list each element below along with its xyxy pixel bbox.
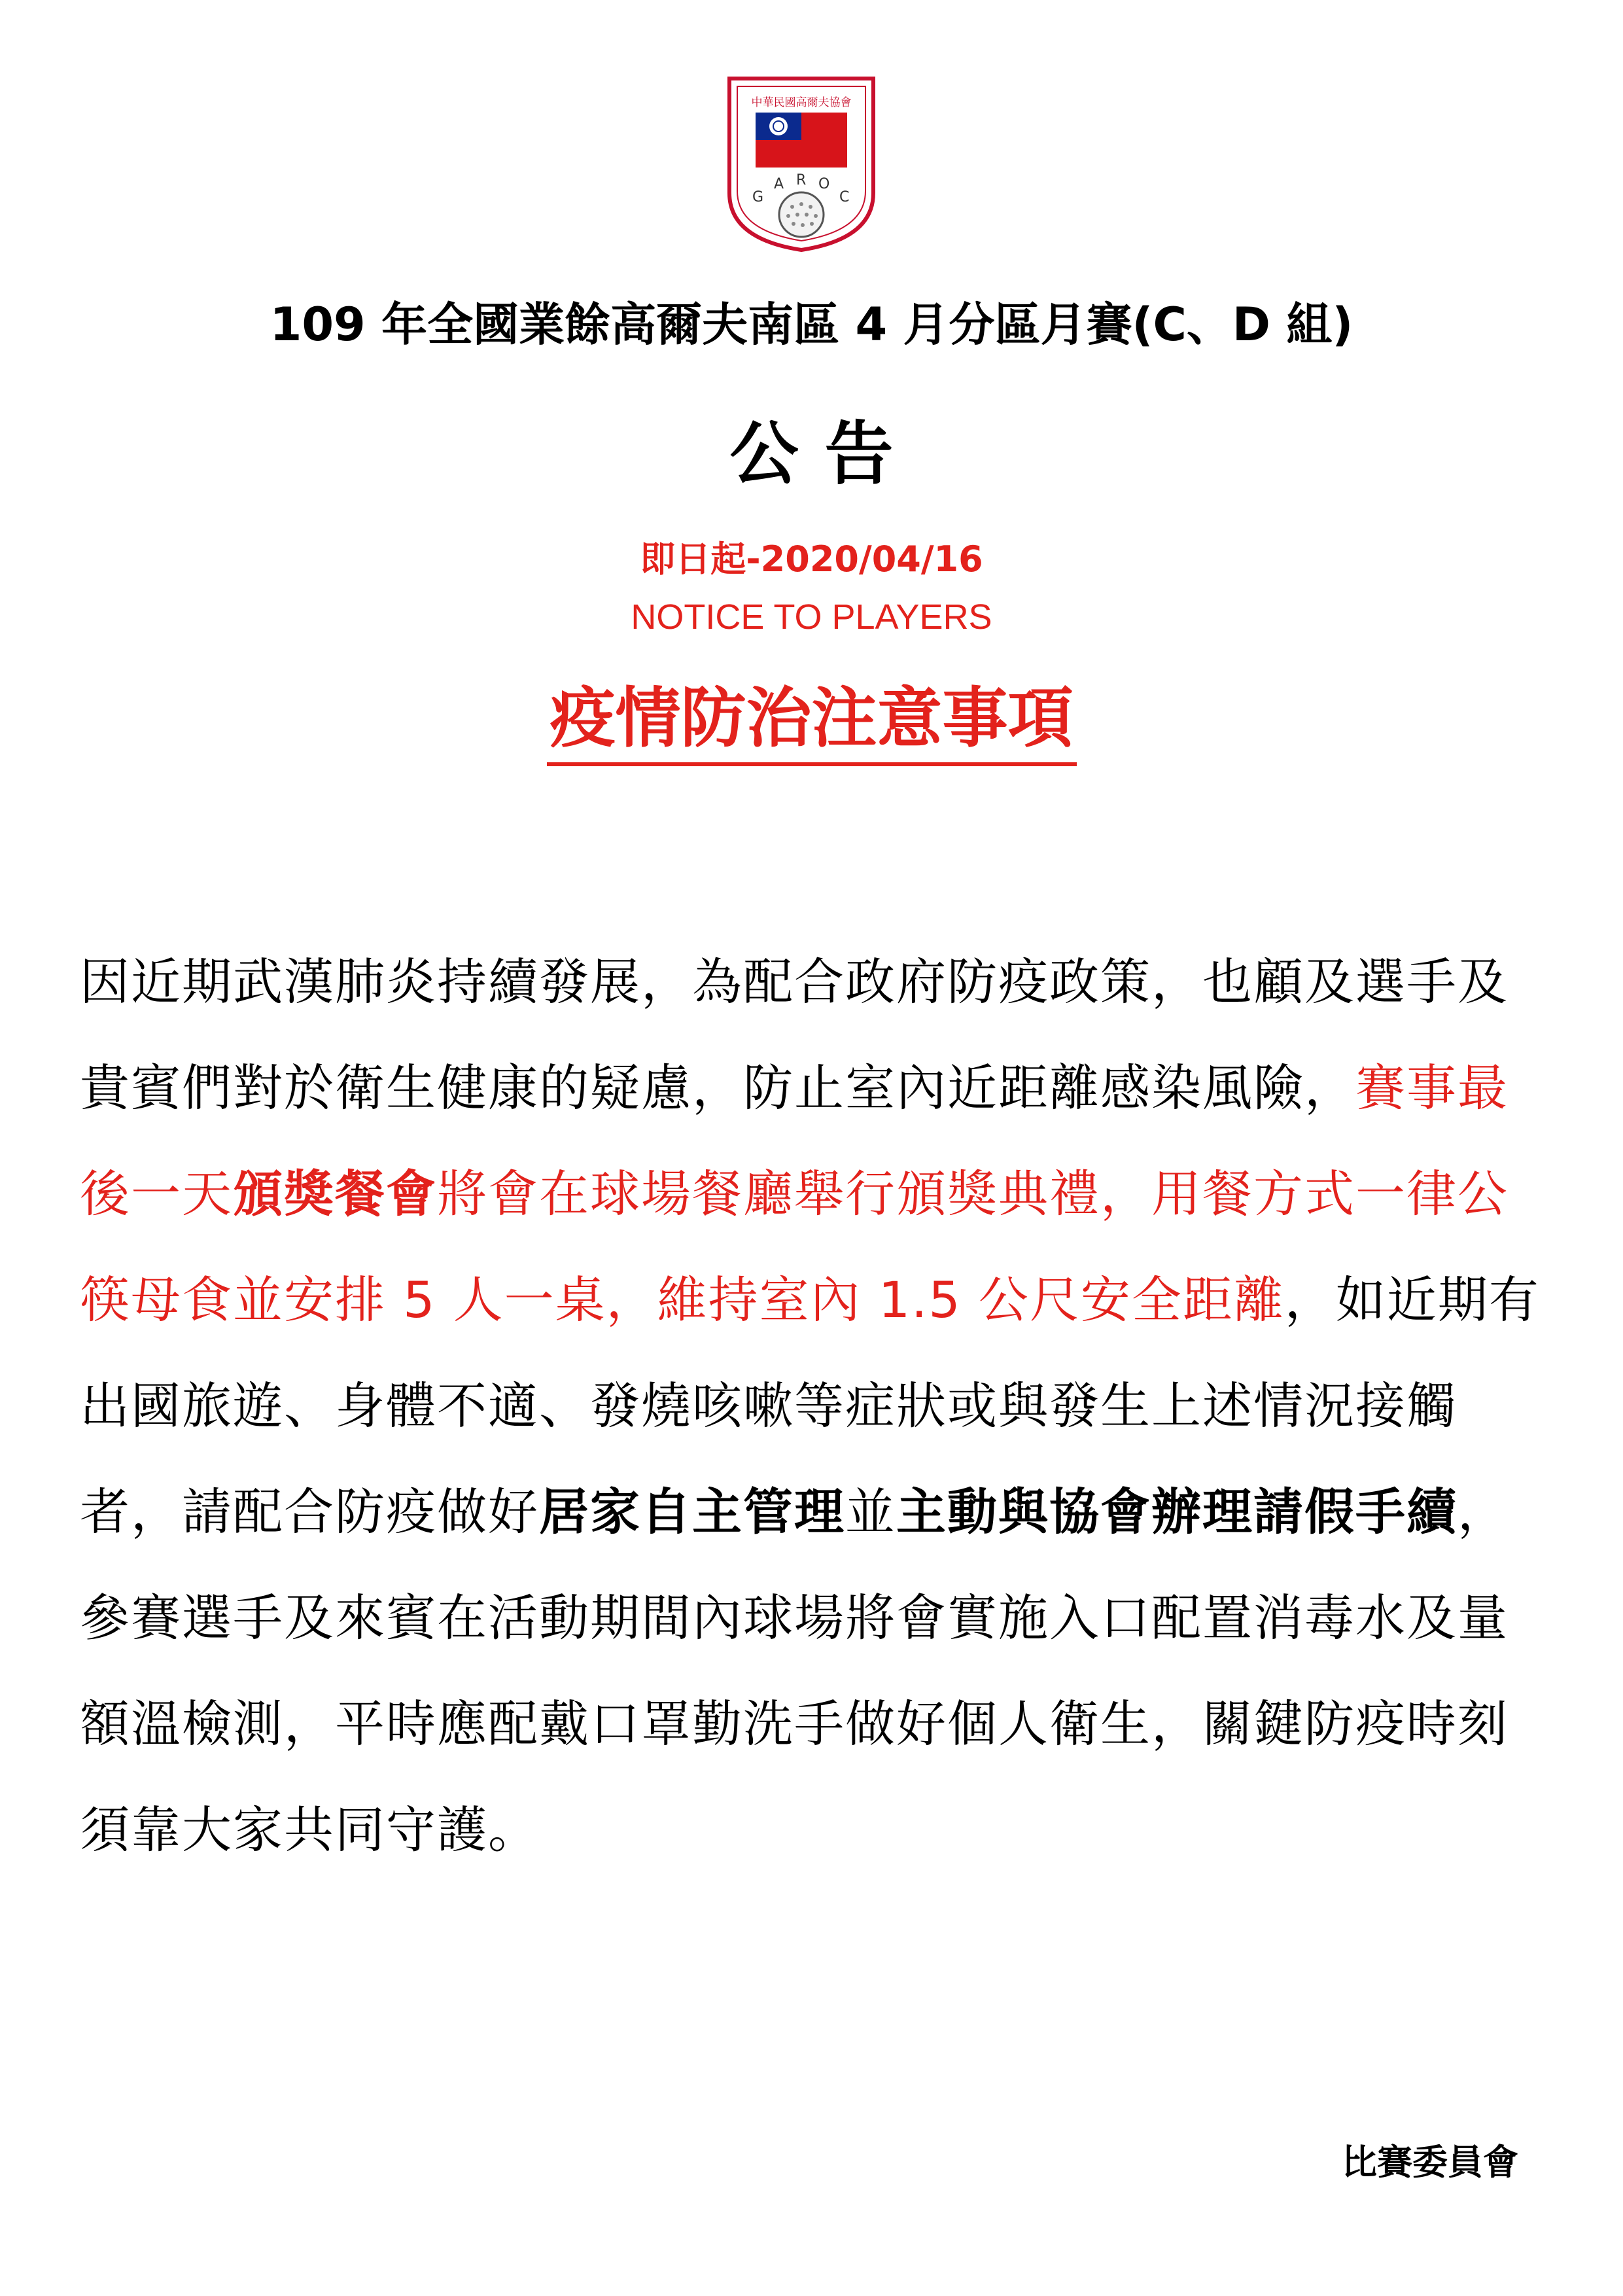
body-venue-measures: ，參賽選手及來賓在活動期間內球場將會實施入口配置消毒水及量額溫檢測，平時應配戴口罩勤洗手做好個人衛生，關鍵防疫時刻須靠大家共同守護。 [80, 1483, 1509, 1859]
notice-body [80, 929, 1545, 1883]
body-award-day: 賽事最後一天 [80, 1059, 1509, 1223]
garoc-logo [723, 72, 880, 255]
page-title: 109 年全國業餘高爾夫南區 4 月分區月賽(C、D 組) [270, 298, 1353, 351]
committee-signature: 比賽委員會 [1342, 2142, 1518, 2183]
heading-wrapper [0, 680, 1623, 766]
body-self-management: 居家自主管理 [539, 1483, 845, 1541]
notice-label: 公告 [729, 414, 920, 494]
logo-letter-a: A [774, 176, 784, 192]
logo-letter-g: G [752, 189, 764, 205]
notice-english: NOTICE TO PLAYERS [631, 597, 992, 637]
body-leave-procedure: 主動與協會辦理請假手續 [896, 1483, 1457, 1541]
body-conjunction: 並 [845, 1483, 896, 1541]
effective-date: 即日起-2020/04/16 [640, 539, 983, 580]
body-intro: 因近期武漢肺炎持續發展，為配合政府防疫政策，也顧及選手及貴賓們對於衛生健康的疑慮，防止室內近距離感染風險， [80, 953, 1509, 1117]
logo-letter-c: C [839, 189, 850, 205]
logo-org-name: 中華民國高爾夫協會 [751, 96, 852, 109]
body-award-dinner: 頒獎餐會 [233, 1165, 437, 1223]
logo-letter-o: O [818, 176, 830, 192]
body-health-conditions: ，如近期有出國旅遊、身體不適、發燒咳嗽等症狀或與發生上述情況接觸者，請配合防疫做好 [80, 1271, 1540, 1541]
logo-letter-r: R [796, 172, 807, 188]
garoc-emblem-icon [723, 72, 880, 255]
epidemic-notice-heading: 疫情防治注意事項 [547, 680, 1077, 766]
body-dining-rules: 將會在球場餐廳舉行頒獎典禮，用餐方式一律公筷母食並安排 5 人一桌，維持室內 1.5 公尺安全距離 [80, 1165, 1509, 1329]
